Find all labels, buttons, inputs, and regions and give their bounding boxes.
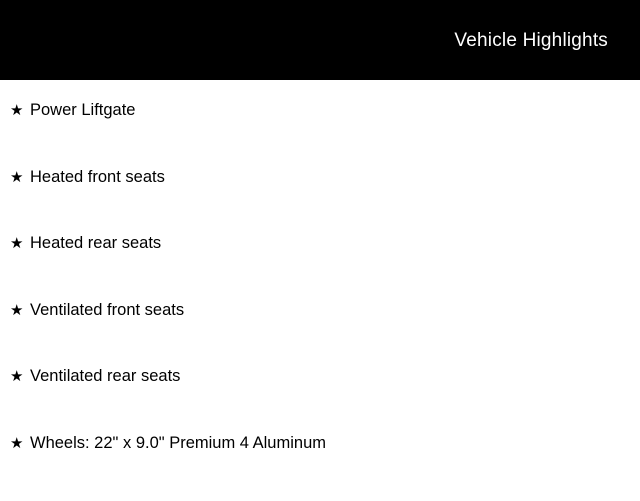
list-item-label: Wheels: 22" x 9.0" Premium 4 Aluminum	[30, 435, 326, 452]
list-item-label: Ventilated front seats	[30, 302, 184, 319]
list-item	[0, 235, 640, 302]
star-icon: ★	[10, 236, 30, 251]
star-icon: ★	[10, 303, 30, 318]
list-item	[0, 102, 640, 169]
list-item	[0, 368, 640, 435]
star-icon: ★	[10, 436, 30, 451]
list-item-label: Heated front seats	[30, 169, 165, 186]
highlights-list	[0, 80, 640, 480]
list-item-label: Heated rear seats	[30, 235, 161, 252]
page-title: Vehicle Highlights	[454, 31, 608, 50]
star-icon: ★	[10, 170, 30, 185]
header-bar	[0, 0, 640, 80]
list-item	[0, 169, 640, 236]
star-icon: ★	[10, 103, 30, 118]
list-item	[0, 302, 640, 369]
list-item-label: Power Liftgate	[30, 102, 135, 119]
list-item	[0, 435, 640, 501]
list-item-label: Ventilated rear seats	[30, 368, 180, 385]
star-icon: ★	[10, 369, 30, 384]
